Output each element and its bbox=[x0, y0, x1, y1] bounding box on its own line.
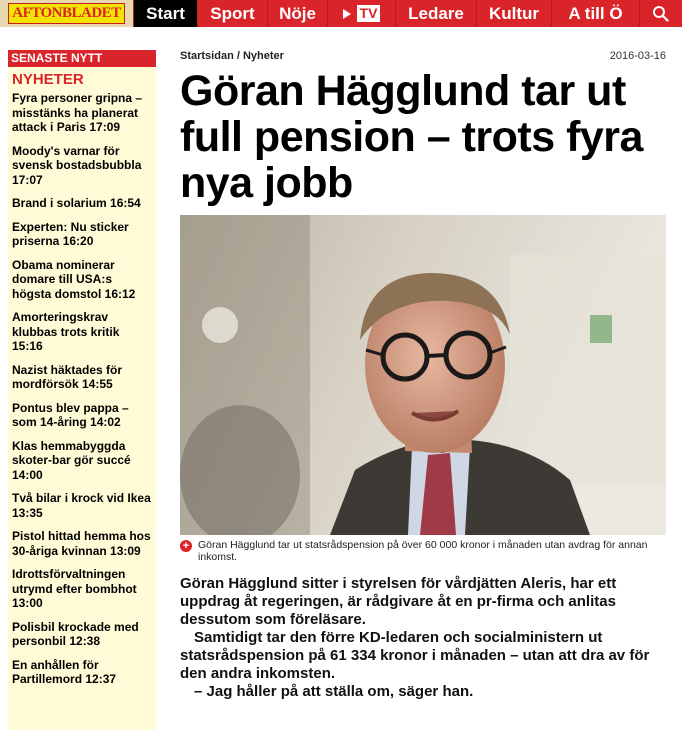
news-item[interactable]: Moody's varnar för svensk bostadsbubbla 17:07 bbox=[12, 143, 142, 187]
article-body bbox=[180, 575, 666, 701]
play-icon bbox=[343, 9, 351, 19]
nav-a-till-o[interactable]: A till Ö bbox=[552, 0, 640, 27]
sidebar-section-title: NYHETER bbox=[12, 71, 84, 88]
news-item[interactable]: Klas hemmabyggda skoter-bar gör succé 14:00 bbox=[12, 438, 131, 482]
news-item[interactable]: Polisbil krockade med personbil 12:38 bbox=[12, 619, 139, 648]
article-lead: Göran Hägglund sitter i styrelsen för vårdjätten Aleris, har ett uppdrag åt regeringen, är rådgivare åt en pr-firma och anlitas dessutom som föreläsare. bbox=[180, 575, 617, 628]
article-photo[interactable] bbox=[180, 215, 666, 535]
news-item[interactable]: Amorteringskrav klubbas trots kritik 15:16 bbox=[12, 310, 120, 353]
plus-icon[interactable]: + bbox=[180, 540, 192, 552]
article-paragraph: Samtidigt tar den förre KD-ledaren och socialministern ut statsrådspension på 61 334 kronor i månaden – utan att dra av för den andra inkomsten. bbox=[180, 629, 650, 682]
article-headline: Göran Hägglund tar ut full pension – trots fyra nya jobb bbox=[180, 67, 643, 207]
sidebar-header: SENASTE NYTT bbox=[8, 50, 156, 67]
publish-date: 2016-03-16 bbox=[609, 50, 666, 62]
news-item[interactable]: Brand i solarium 16:54 bbox=[12, 196, 141, 210]
portrait-photo bbox=[180, 215, 666, 535]
article bbox=[180, 50, 666, 700]
news-item[interactable]: Nazist häktades för mordförsök 14:55 bbox=[12, 362, 123, 391]
news-item[interactable]: Fyra personer gripna – misstänks ha planerat attack i Paris 17:09 bbox=[12, 91, 143, 134]
article-paragraph: – Jag håller på att ställa om, säger han. bbox=[194, 683, 474, 700]
search-button[interactable] bbox=[640, 0, 680, 27]
latest-news-sidebar bbox=[8, 50, 156, 730]
logo-text: AFTONBLADET bbox=[8, 3, 124, 24]
news-item[interactable]: Pistol hittad hemma hos 30-åriga kvinnan 13:09 bbox=[12, 529, 151, 558]
news-item[interactable]: Obama nominerar domare till USA:s högsta domstol 16:12 bbox=[12, 257, 136, 301]
nav-noje[interactable]: Nöje bbox=[268, 0, 328, 27]
breadcrumb[interactable]: Startsidan / Nyheter bbox=[180, 50, 284, 62]
news-item[interactable]: En anhållen för Partillemord 12:37 bbox=[12, 657, 117, 686]
nav-sport[interactable]: Sport bbox=[198, 0, 268, 27]
nav-tv[interactable] bbox=[328, 0, 396, 27]
nav-tv-label: TV bbox=[357, 5, 381, 22]
nav-start[interactable]: Start bbox=[134, 0, 198, 27]
photo-caption bbox=[180, 539, 666, 563]
news-item[interactable]: Idrottsförvaltningen utrymd efter bombhot 13:00 bbox=[12, 567, 137, 610]
search-icon bbox=[652, 5, 669, 22]
sidebar-panel bbox=[8, 67, 156, 730]
aftonbladet-logo[interactable] bbox=[0, 0, 134, 27]
top-navigation bbox=[0, 0, 682, 27]
caption-text: Göran Hägglund tar ut statsrådspension på över 60 000 kronor i månaden utan avdrag för annan inkomst. bbox=[198, 539, 648, 563]
article-meta bbox=[180, 50, 666, 66]
news-item[interactable]: Två bilar i krock vid Ikea 13:35 bbox=[12, 491, 151, 520]
nav-ledare[interactable]: Ledare bbox=[396, 0, 477, 27]
nav-kultur[interactable]: Kultur bbox=[477, 0, 552, 27]
news-item[interactable]: Pontus blev pappa – som 14-åring 14:02 bbox=[12, 400, 129, 429]
news-item[interactable]: Experten: Nu sticker priserna 16:20 bbox=[12, 219, 129, 248]
